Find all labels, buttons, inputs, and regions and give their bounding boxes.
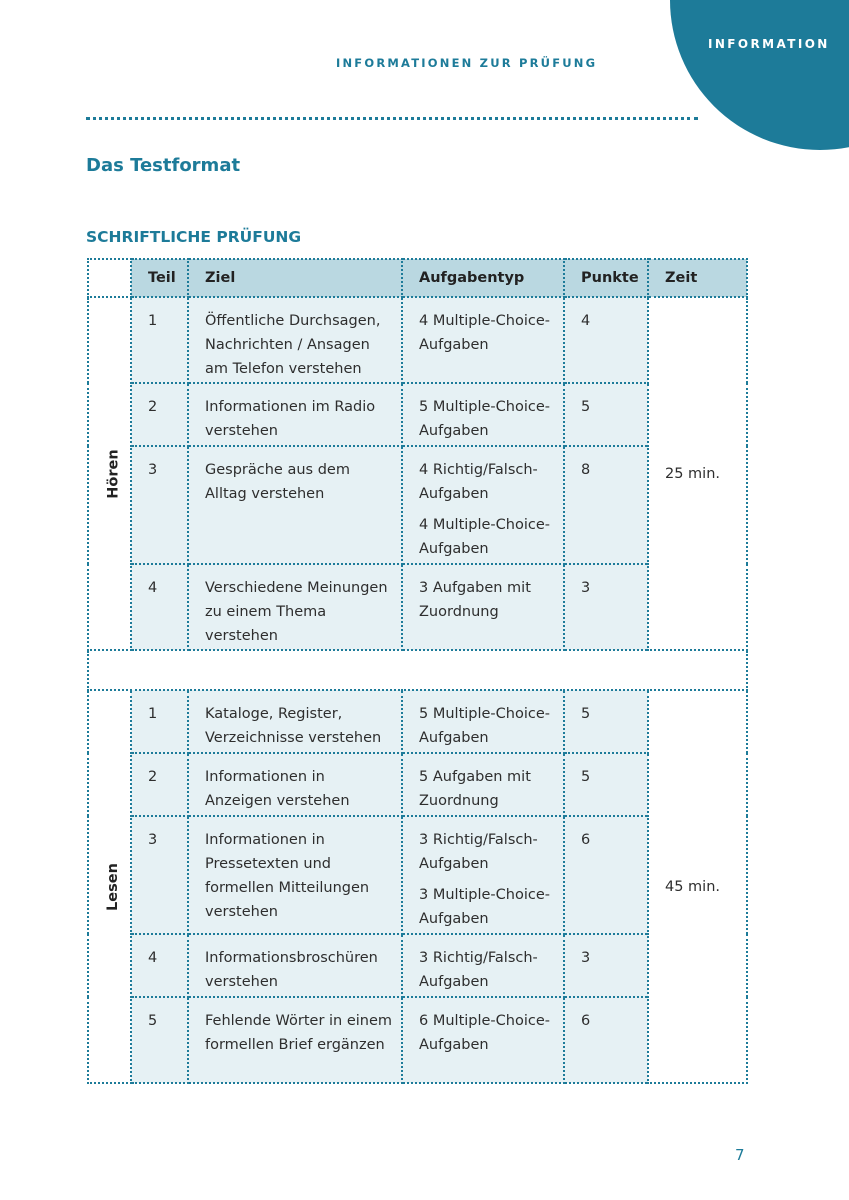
cell-aufgabentyp: 3 Richtig/Falsch-Aufgaben 3 Multiple-Choice-Aufgaben bbox=[402, 816, 564, 934]
cell-aufgabentyp: 3 Richtig/Falsch-Aufgaben bbox=[402, 934, 564, 997]
cell-punkte: 6 bbox=[564, 816, 648, 934]
header-aufgabentyp: Aufgabentyp bbox=[402, 259, 564, 297]
table-header-row bbox=[88, 259, 747, 297]
table-row bbox=[88, 297, 747, 383]
running-head: INFORMATIONEN ZUR PRÜFUNG bbox=[336, 56, 598, 70]
cell-aufgabentyp: 4 Multiple-Choice-Aufgaben bbox=[402, 297, 564, 383]
cell-ziel: Öffentliche Durchsagen, Nachrichten / Ansagen am Telefon verstehen bbox=[188, 297, 402, 383]
cell-aufgabentyp: 5 Multiple-Choice-Aufgaben bbox=[402, 690, 564, 753]
cell-aufgabentyp: 5 Multiple-Choice-Aufgaben bbox=[402, 383, 564, 446]
cell-teil: 1 bbox=[131, 297, 188, 383]
corner-circle bbox=[670, 0, 849, 150]
section-spacer-row bbox=[88, 650, 747, 690]
header-teil: Teil bbox=[131, 259, 188, 297]
cell-aufgabentyp: 5 Aufgaben mit Zuordnung bbox=[402, 753, 564, 816]
header-punkte: Punkte bbox=[564, 259, 648, 297]
cell-ziel: Informationen in Pressetexten und formellen Mitteilungen verstehen bbox=[188, 816, 402, 934]
cell-teil: 2 bbox=[131, 383, 188, 446]
cell-teil: 4 bbox=[131, 564, 188, 650]
cell-ziel: Gespräche aus dem Alltag verstehen bbox=[188, 446, 402, 564]
cell-punkte: 5 bbox=[564, 383, 648, 446]
section-subtitle: SCHRIFTLICHE PRÜFUNG bbox=[86, 228, 302, 246]
section-label-hoeren: Hören bbox=[88, 297, 131, 650]
information-badge: INFORMATION bbox=[708, 37, 830, 51]
cell-ziel: Verschiedene Meinungen zu einem Thema verstehen bbox=[188, 564, 402, 650]
cell-ziel: Informationsbroschüren verstehen bbox=[188, 934, 402, 997]
cell-zeit-lesen: 45 min. bbox=[648, 690, 747, 1083]
cell-punkte: 6 bbox=[564, 997, 648, 1083]
cell-aufgabentyp: 3 Aufgaben mit Zuordnung bbox=[402, 564, 564, 650]
header-corner bbox=[88, 259, 131, 297]
spacer-cell bbox=[88, 650, 747, 690]
header-ziel: Ziel bbox=[188, 259, 402, 297]
cell-punkte: 4 bbox=[564, 297, 648, 383]
cell-punkte: 5 bbox=[564, 690, 648, 753]
section-label-lesen: Lesen bbox=[88, 690, 131, 1083]
cell-zeit-hoeren: 25 min. bbox=[648, 297, 747, 650]
cell-teil: 4 bbox=[131, 934, 188, 997]
exam-format-table bbox=[87, 258, 748, 1084]
cell-ziel: Informationen im Radio verstehen bbox=[188, 383, 402, 446]
cell-punkte: 3 bbox=[564, 564, 648, 650]
cell-teil: 1 bbox=[131, 690, 188, 753]
page-number: 7 bbox=[735, 1146, 745, 1164]
cell-ziel: Kataloge, Register, Verzeichnisse verstehen bbox=[188, 690, 402, 753]
cell-aufgabentyp: 6 Multiple-Choice-Aufgaben bbox=[402, 997, 564, 1083]
cell-ziel: Informationen in Anzeigen verstehen bbox=[188, 753, 402, 816]
cell-teil: 5 bbox=[131, 997, 188, 1083]
cell-punkte: 5 bbox=[564, 753, 648, 816]
header-zeit: Zeit bbox=[648, 259, 747, 297]
header-divider bbox=[86, 117, 698, 120]
table-row bbox=[88, 690, 747, 753]
cell-punkte: 8 bbox=[564, 446, 648, 564]
cell-aufgabentyp: 4 Richtig/Falsch-Aufgaben 4 Multiple-Choice-Aufgaben bbox=[402, 446, 564, 564]
cell-punkte: 3 bbox=[564, 934, 648, 997]
cell-ziel: Fehlende Wörter in einem formellen Brief ergänzen bbox=[188, 997, 402, 1083]
cell-teil: 3 bbox=[131, 446, 188, 564]
cell-teil: 2 bbox=[131, 753, 188, 816]
page-title: Das Testformat bbox=[86, 155, 241, 176]
cell-teil: 3 bbox=[131, 816, 188, 934]
